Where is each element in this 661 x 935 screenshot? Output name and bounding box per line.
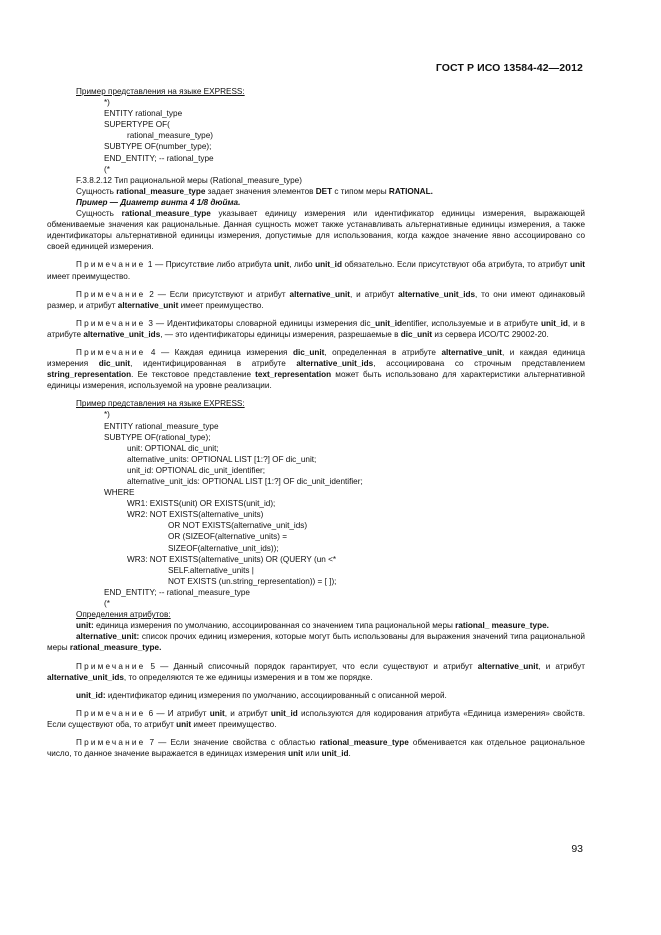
attributes-title: Определения атрибутов: bbox=[76, 610, 171, 620]
note-3: Примечание 3 — Идентификаторы словарной единицы измерения dic_unit_identifier, используемые и в атрибуте unit_id, и в атрибуте alternative_unit_ids, — это идентификаторы единицы измерения, разрешаемые в dic_unit из сервера ИСО/ТС 29002-20. bbox=[47, 318, 586, 339]
code-line: *) bbox=[104, 98, 110, 108]
page-number: 93 bbox=[571, 843, 583, 855]
code-line: (* bbox=[104, 599, 110, 609]
page-content bbox=[47, 86, 585, 759]
code-line: unit: OPTIONAL dic_unit; bbox=[127, 443, 219, 453]
code-line: (* bbox=[104, 164, 110, 174]
code-line: SELF.alternative_units | bbox=[168, 565, 254, 575]
code-line: *) bbox=[104, 410, 110, 420]
attr-unit-id: unit_id: идентификатор единиц измерения по умолчанию, ассоциированный с описанной мерой. bbox=[76, 690, 447, 700]
note-2: Примечание 2 — Если присутствуют и атрибут alternative_unit, и атрибут alternative_unit_ids, то они имеют одинаковый размер, и атрибут alternative_unit имеет преимущество. bbox=[47, 289, 585, 310]
note-4: Примечание 4 — Каждая единица измерения dic_unit, определенная в атрибуте alternative_unit, и каждая единица измерения dic_unit, идентифицированная в атрибуте alternative_unit_ids, ассоциирована со строчным представлением string_representation. Ее текстовое представление text_representation может быть использовано для характеристики альтернативной единицы измерения, используемой на уровне реализации. bbox=[47, 347, 586, 391]
code-line: OR (SIZEOF(alternative_units) = bbox=[168, 532, 287, 542]
code-line: SIZEOF(alternative_unit_ids)); bbox=[168, 543, 279, 553]
code-line: SUBTYPE OF(rational_type); bbox=[104, 432, 211, 442]
express-example-title-2: Пример представления на языке EXPRESS: bbox=[76, 399, 245, 409]
code-line: WR1: EXISTS(unit) OR EXISTS(unit_id); bbox=[127, 499, 276, 509]
code-line: ENTITY rational_measure_type bbox=[104, 421, 219, 431]
example-line: Пример — Диаметр винта 4 1/8 дюйма. bbox=[76, 197, 241, 207]
code-line: ENTITY rational_type bbox=[104, 109, 183, 119]
attr-alternative-unit: alternative_unit: список прочих единиц измерения, которые могут быть использованы для выражения значений типа рациональной меры rational_measure_type. bbox=[47, 632, 585, 653]
code-line: WR2: NOT EXISTS(alternative_units) bbox=[127, 510, 264, 520]
code-line: alternative_unit_ids: OPTIONAL LIST [1:?] OF dic_unit_identifier; bbox=[127, 477, 363, 486]
note-5: Примечание 5 — Данный списочный порядок гарантирует, что если существуют и атрибут alternative_unit, и атрибут alternative_unit_ids, то определяются те же единицы измерения и в том же порядке. bbox=[47, 661, 585, 682]
code-line: SUPERTYPE OF( bbox=[104, 120, 170, 130]
note-7: Примечание 7 — Если значение свойства с областью rational_measure_type обменивается как отдельное рациональное число, то данное значение выражается в единицах измерения unit или unit_id. bbox=[47, 737, 585, 759]
code-line: WR3: NOT EXISTS(alternative_units) OR (QUERY (un <* bbox=[127, 554, 337, 564]
attr-unit: unit: единица измерения по умолчанию, ассоциированная со значением типа рациональной меры rational_ measure_type. bbox=[76, 621, 549, 631]
description-paragraph: Сущность rational_measure_type указывает единицу измерения или идентификатор единицы измерения, выражающей обмениваемые значения как рациональные. Данная сущность может также устанавливать альтернативные единицы измерения, а также идентификаторы альтернативной единицы измерения, допустимые для использования, когда каждое значение явно ассоциировано со своей единицей измерения. bbox=[47, 209, 585, 252]
code-line: NOT EXISTS (un.string_representation)) = [ ]); bbox=[168, 576, 337, 586]
code-line: unit_id: OPTIONAL dic_unit_identifier; bbox=[127, 465, 266, 475]
code-line: END_ENTITY; -- rational_type bbox=[104, 153, 214, 163]
code-line: END_ENTITY; -- rational_measure_type bbox=[104, 587, 250, 597]
note-1: Примечание 1 — Присутствие либо атрибута unit, либо unit_id обязательно. Если присутствуют оба атрибута, то атрибут unit имеет преимущество. bbox=[47, 260, 585, 281]
code-line: alternative_units: OPTIONAL LIST [1:?] OF dic_unit; bbox=[127, 454, 317, 464]
code-line: rational_measure_type) bbox=[127, 131, 214, 141]
code-line: OR NOT EXISTS(alternative_unit_ids) bbox=[168, 521, 308, 531]
code-line: WHERE bbox=[104, 488, 135, 498]
essence-paragraph: Сущность rational_measure_type задает значения элементов DET с типом меры RATIONAL. bbox=[76, 186, 433, 196]
section-heading: F.3.8.2.12 Тип рациональной меры (Rational_measure_type) bbox=[76, 175, 302, 185]
note-6: Примечание 6 — И атрибут unit, и атрибут unit_id используются для кодирования атрибута «Единица измерения» свойств. Если существуют оба, то атрибут unit имеет преимущество. bbox=[47, 708, 585, 729]
express-example-title: Пример представления на языке EXPRESS: bbox=[76, 87, 245, 96]
document-header: ГОСТ Р ИСО 13584-42—2012 bbox=[435, 62, 583, 74]
code-line: SUBTYPE OF(number_type); bbox=[104, 142, 212, 152]
